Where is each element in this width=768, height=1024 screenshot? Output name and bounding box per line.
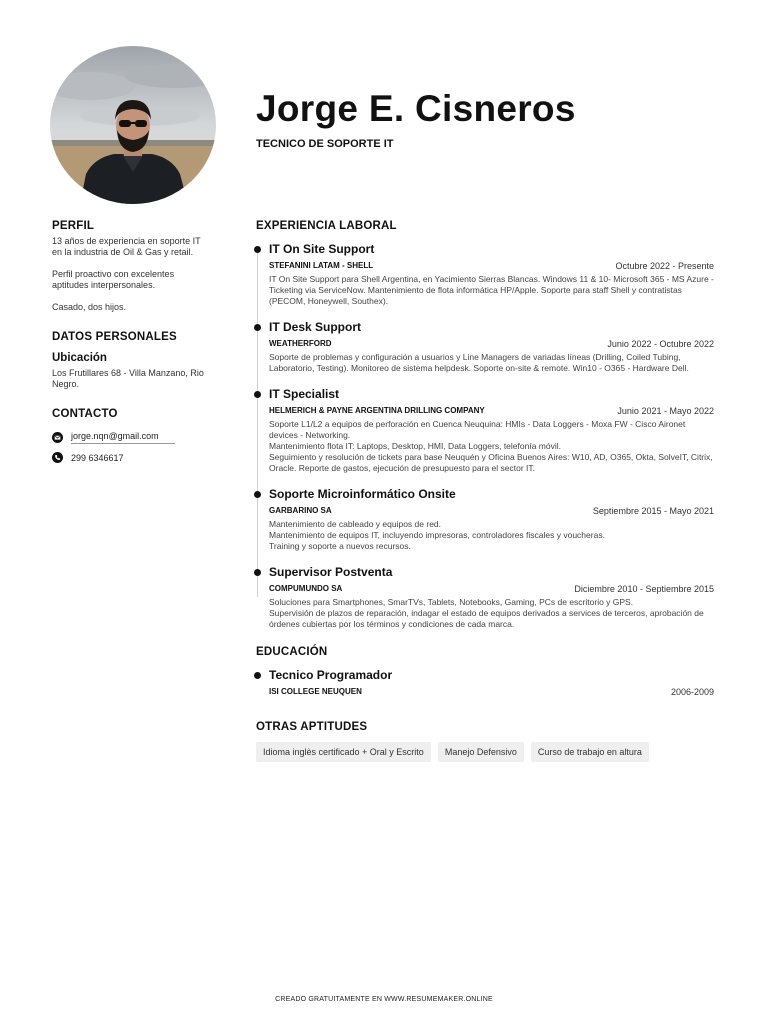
job-company: STEFANINI LATAM - SHELL — [269, 261, 374, 270]
timeline-dot — [254, 672, 261, 679]
personal-title: DATOS PERSONALES — [52, 331, 177, 343]
profile-section — [52, 220, 212, 313]
contact-title: CONTACTO — [52, 408, 118, 420]
job-description: Soporte L1/L2 a equipos de perforación en Cuenca Neuquina: HMIs - Data Loggers - Moxa FW - Cisco Aironet devices - Networking. Mantenimiento flota IT: Laptops, Desktop, HMI, Data Loggers, telefonía móvil. Seguimiento y resolución de tickets para base Neuquén y Oficina Buenos Aires: W10, AD, O365, Okta, SolveIT, Citrix, Oracle. Reporte de gastos, ejecución de presupuesto para el sector IT. — [269, 419, 713, 473]
envelope-icon — [52, 432, 63, 443]
experience-timeline — [256, 242, 714, 630]
profile-paragraph: 13 años de experiencia en soporte IT en la industria de Oil & Gas y retail. — [52, 236, 201, 257]
job-description: Soporte de problemas y configuración a usuarios y Line Managers de variadas líneas (Drilling, Coiled Tubing, Laboratorio, Testing). Monitoreo de sistema helpdesk. Soporte on-site & remote. Win10 - O365 - Hardware Dell. — [269, 352, 689, 373]
job-title: IT On Site Support — [269, 242, 375, 256]
job-entry — [256, 387, 714, 474]
skills-section — [256, 721, 714, 762]
timeline-dot — [254, 569, 261, 576]
job-entry — [256, 565, 714, 630]
job-title: IT Specialist — [269, 387, 340, 401]
job-description: Mantenimiento de cableado y equipos de red. Mantenimiento de equipos IT, incluyendo impresoras, controladores fiscales y voucheras. Training y soporte a nuevos recursos. — [269, 519, 605, 551]
phone-icon — [52, 452, 63, 463]
education-degree: Tecnico Programador — [269, 668, 393, 682]
location-value: Los Frutillares 68 - Villa Manzano, Rio Negro. — [52, 368, 204, 389]
job-entry — [256, 320, 714, 374]
job-entry — [256, 242, 714, 307]
email-row[interactable] — [52, 431, 212, 444]
education-entry — [256, 668, 714, 697]
education-section — [256, 646, 714, 697]
skill-tag: Idioma inglès certificado + Oral y Escrito — [256, 742, 431, 762]
skill-tag: Curso de trabajo en altura — [531, 742, 649, 762]
profile-paragraph: Perfil proactivo con excelentes aptitudes interpersonales. — [52, 269, 175, 290]
job-description: Soluciones para Smartphones, SmarTVs, Tablets, Notebooks, Gaming, PCs de escritorio y GPS. Supervisión de plazos de reparación, indagar el estado de equipos derivados a services de terceros, aprobación de órdenes cubiertas por los términos y condiciones de cada marca. — [269, 597, 704, 629]
contact-section — [52, 408, 212, 463]
job-role: TECNICO DE SOPORTE IT — [256, 138, 394, 150]
job-dates: Junio 2021 - Mayo 2022 — [617, 406, 714, 416]
skills-tags — [256, 742, 714, 762]
timeline-dot — [254, 324, 261, 331]
job-dates: Junio 2022 - Octubre 2022 — [607, 339, 714, 349]
job-company: HELMERICH & PAYNE ARGENTINA DRILLING COMPANY — [269, 406, 485, 415]
education-school: ISI COLLEGE NEUQUEN — [269, 687, 362, 696]
job-title: IT Desk Support — [269, 320, 362, 334]
job-company: WEATHERFORD — [269, 339, 332, 348]
job-entry — [256, 487, 714, 552]
job-description: IT On Site Support para Shell Argentina, en Yacimiento Sierras Blancas. Windows 11 & 10- Microsoft 365 - MS Azure - Ticketing via ServiceNow. Mantenimiento de flota informática HP/Apple. Soporte para staff Shell y contratistas (PECOM, Honeywell, Southex). — [269, 274, 714, 306]
timeline-dot — [254, 491, 261, 498]
profile-photo — [50, 46, 216, 204]
job-title: Supervisor Postventa — [269, 565, 393, 579]
skills-title: OTRAS APTITUDES — [256, 721, 368, 733]
job-dates: Diciembre 2010 - Septiembre 2015 — [574, 584, 714, 594]
phone-row[interactable] — [52, 452, 212, 463]
job-title: Soporte Microinformático Onsite — [269, 487, 456, 501]
education-dates: 2006-2009 — [670, 687, 714, 697]
job-dates: Septiembre 2015 - Mayo 2021 — [592, 506, 714, 516]
email-link[interactable]: jorge.nqn@gmail.com — [71, 431, 175, 444]
profile-paragraph: Casado, dos hijos. — [52, 302, 127, 312]
timeline-dot — [254, 246, 261, 253]
right-column — [256, 220, 714, 762]
personal-section — [52, 331, 212, 390]
job-dates: Octubre 2022 - Presente — [615, 261, 714, 271]
full-name: Jorge E. Cisneros — [256, 88, 576, 129]
footer-credit: CREADO GRATUITAMENTE EN WWW.RESUMEMAKER.ONLINE — [275, 996, 493, 1003]
timeline-dot — [254, 391, 261, 398]
profile-title: PERFIL — [52, 220, 95, 232]
location-label: Ubicación — [52, 352, 107, 364]
experience-title: EXPERIENCIA LABORAL — [256, 220, 397, 232]
left-column — [52, 220, 212, 463]
education-title: EDUCACIÓN — [256, 646, 328, 658]
job-company: GARBARINO SA — [269, 506, 332, 515]
job-company: COMPUMUNDO SA — [269, 584, 343, 593]
phone-number[interactable]: 299 6346617 — [71, 452, 124, 463]
skill-tag: Manejo Defensivo — [438, 742, 524, 762]
